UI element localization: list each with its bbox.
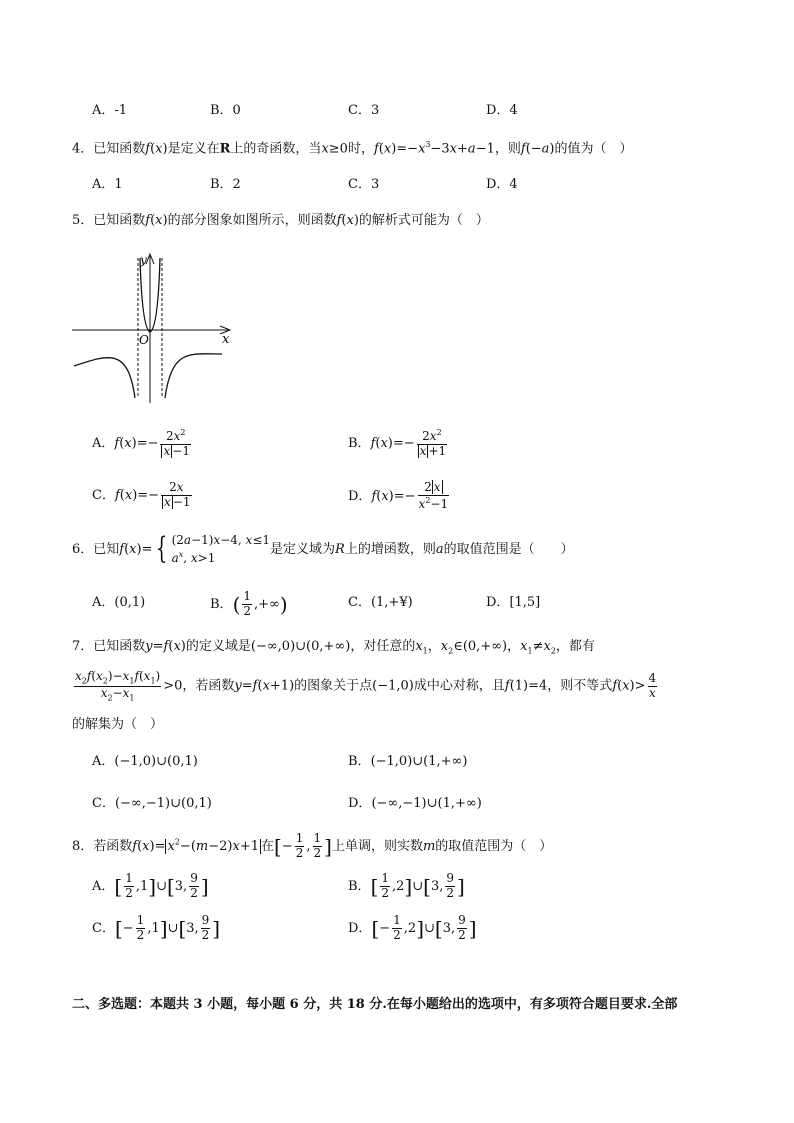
q4-option-d: D．4 [486,177,518,192]
q7-stem-line1: 7．已知函数y=f(x)的定义域是(−∞,0)∪(0,+∞)，对任意的$x_1$，$x_2\in(0,+\infty)$，$x_1\ne x_2$，都有 [72,639,595,656]
origin-label: O [139,333,149,347]
y-label: y [140,253,147,267]
q8-option-d: D．[− $\frac{1}{2}$ ,2]∪[3, $\frac{9}{2}$ ] [348,913,477,942]
q5-option-b: B．f(x)=− $\frac{2x^2}{x +1}$ [348,428,447,458]
curves [74,258,222,398]
q4-option-a: A．1 [92,177,123,192]
q5-graph [70,248,240,408]
q3-option-a: A．-1 [92,103,128,118]
q7-option-d: D．(−∞,−1)∪(1,+∞) [348,796,482,811]
q7-stem-line2: $\frac{x_2f(x_2)-x_1f(x_1)}{x_2-x_1}$ >0，若函数y=f(x+1)的图象关于点(−1,0)成中心对称，且f(1)=4，则不等式f(x)> $\frac{4}{x}$ [75,669,657,702]
q3-option-d: D．4 [486,103,518,118]
q6-option-c: C．(1,+¥) [348,595,413,610]
q4-stem: 4．已知函数f(x)是定义在R上的奇函数，当x≥0时，$f(x)=-x^3-3x+a-1$，则f(−a)的值为（ ） [72,140,633,157]
q5-option-c: C．f(x)=− $\frac{2x}{x -1}$ [92,480,191,509]
q4-option-b: B．2 [210,177,241,192]
q5-option-d: D．f(x)=− $\frac{2 x}{x^2-1}$ [348,480,449,511]
q8-option-c: C．[− $\frac{1}{2}$ ,1]∪[3, $\frac{9}{2}$ ] [92,913,221,942]
q8-option-a: A．[ $\frac{1}{2}$ ,1]∪[3, $\frac{9}{2}$ ] [92,871,209,900]
q6-option-b: B．( $\frac{1}{2}$ ,+∞) [210,589,288,618]
q6-stem: 6．已知f(x)= { (2a−1)x−4, x≤1 $a^x$, x>1是定义域为R上的增函数，则a的取值范围是（ ） [72,531,574,567]
q3-option-c: C．3 [348,103,380,118]
q4-option-c: C．3 [348,177,380,192]
section2-heading: 二、多选题：本题共 3 小题，每小题 6 分，共 18 分.在每小题给出的选项中，有多项符合题目要求.全部 [72,997,678,1012]
q3-option-b: B．0 [210,103,241,118]
q5-stem: 5．已知函数f(x)的部分图象如图所示，则函数f(x)的解析式可能为（ ） [72,213,489,228]
q8-stem: 8．若函数$f(x)= x^2-(m-2)x+1$ 在[− $\frac{1}{2}$ , $\frac{1}{2}$ ]上单调，则实数m的取值范围为（ ） [72,831,553,860]
q7-option-c: C．(−∞,−1)∪(0,1) [92,796,212,811]
q6-option-d: D．[1,5] [486,595,541,610]
q5-option-a: A．f(x)=− $\frac{2x^2}{x -1}$ [92,428,190,458]
q5-axes [72,254,230,403]
q7-stem-line3: 的解集为（ ） [72,717,164,732]
q6-option-a: A．(0,1) [92,595,146,610]
q7-option-b: B．(−1,0)∪(1,+∞) [348,754,468,769]
x-label: x [222,332,230,347]
q8-option-b: B．[ $\frac{1}{2}$ ,2]∪[3, $\frac{9}{2}$ ] [348,871,465,900]
q7-option-a: A．(−1,0)∪(0,1) [92,754,198,769]
